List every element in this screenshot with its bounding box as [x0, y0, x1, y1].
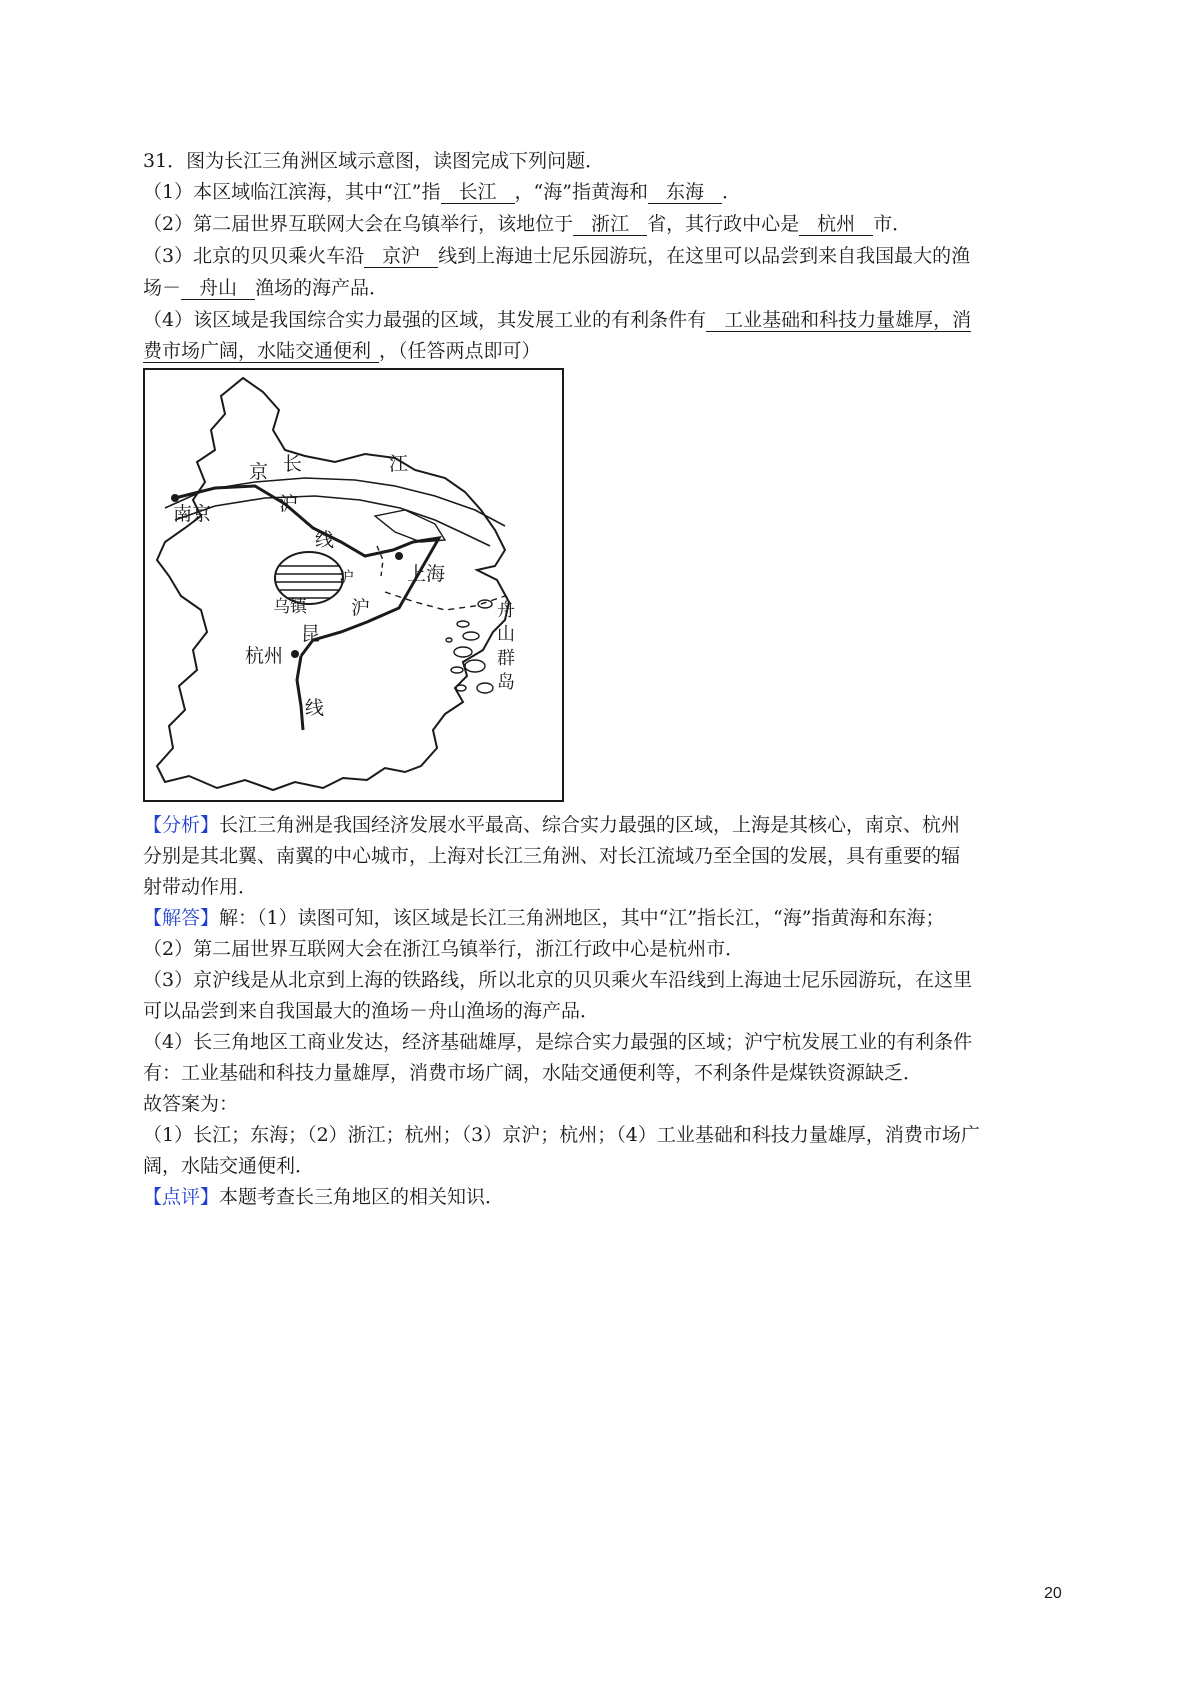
answer-blank-conditions-1: 工业基础和科技力量雄厚，消	[706, 309, 971, 332]
map-label-nanjing: 南京	[173, 503, 212, 525]
map-label-chang: 长	[283, 453, 303, 475]
dashed-branch	[377, 546, 383, 576]
map-label-jiang: 江	[389, 453, 409, 475]
comment-line: 【点评】本题考查长三角地区的相关知识．	[143, 1186, 505, 1208]
solution-line-9: 阔，水陆交通便利．	[143, 1155, 315, 1177]
question-4-line-2: 费市场广阔，水陆交通便利 ，（任答两点即可）	[143, 340, 541, 362]
map-label-hangzhou: 杭州	[245, 645, 284, 667]
map-label-dao: 岛	[497, 672, 515, 693]
solution-line-3: （3）京沪线是从北京到上海的铁路线，所以北京的贝贝乘火车沿线到上海迪士尼乐园游玩，在这里	[143, 969, 973, 991]
map-label-kun: 昆	[301, 623, 321, 645]
question-title: 31．图为长江三角洲区域示意图，读图完成下列问题．	[143, 150, 605, 172]
map-label-hu: 沪	[279, 493, 299, 515]
map-label-hu3: 沪	[351, 597, 371, 619]
analysis-line-3: 射带动作用．	[143, 876, 258, 898]
map-label-xian: 线	[315, 529, 335, 551]
map-label-wuzhen: 乌镇	[273, 597, 307, 617]
solution-line-1: 【解答】解：（1）读图可知，该区域是长江三角洲地区，其中“江”指长江，“海”指黄海和东海；	[143, 907, 945, 929]
map-label-qun: 群	[497, 648, 515, 669]
question-2: （2）第二届世界互联网大会在乌镇举行，该地位于 浙江 省，其行政中心是 杭州 市．	[143, 213, 912, 235]
answer-blank-conditions-2: 费市场广阔，水陆交通便利	[143, 340, 379, 363]
map-label-hu2: 沪	[339, 568, 355, 586]
answer-blank-east-sea: 东海	[648, 181, 722, 204]
comment-tag: 【点评】	[143, 1186, 220, 1208]
question-3-line-2: 场－ 舟山 渔场的海产品．	[143, 277, 389, 299]
analysis-line-2: 分别是其北翼、南翼的中心城市，上海对长江三角洲、对长江流域乃至全国的发展，具有重要的辐	[143, 845, 961, 867]
solution-tag: 【解答】	[143, 907, 220, 929]
city-dot-hangzhou	[291, 650, 299, 658]
analysis-line-1: 【分析】长江三角洲是我国经济发展水平最高、综合实力最强的区域，上海是其核心，南京、杭州	[143, 814, 961, 836]
page-number: 20	[1044, 1585, 1062, 1602]
city-dot-shanghai	[395, 552, 403, 560]
map-label-xian2: 线	[305, 697, 325, 719]
solution-line-5: （4）长三角地区工商业发达，经济基础雄厚，是综合实力最强的区域；沪宁杭发展工业的有利条件	[143, 1031, 973, 1053]
answer-blank-jinghu: 京沪	[364, 245, 438, 268]
answer-blank-zhejiang: 浙江	[573, 213, 647, 236]
answer-blank-yangtze: 长江	[441, 181, 515, 204]
yangtze-delta-map	[143, 368, 564, 802]
question-4-line-1: （4）该区域是我国综合实力最强的区域，其发展工业的有利条件有 工业基础和科技力量雄厚，消	[143, 309, 972, 331]
solution-line-6: 有：工业基础和科技力量雄厚，消费市场广阔，水陆交通便利等，不利条件是煤铁资源缺乏．	[143, 1062, 923, 1084]
map-label-shanghai: 上海	[407, 563, 446, 585]
analysis-tag: 【分析】	[143, 814, 220, 836]
map-label-zhou: 舟	[497, 600, 515, 621]
map-drawing	[145, 370, 562, 800]
question-1: （1）本区域临江滨海，其中“江”指 长江 ，“海”指黄海和 东海 ．	[143, 181, 742, 203]
solution-line-7: 故答案为：	[143, 1093, 239, 1115]
city-dot-nanjing	[171, 494, 179, 502]
railway-hukun	[297, 656, 303, 730]
answer-blank-hangzhou: 杭州	[799, 213, 873, 236]
question-3-line-1: （3）北京的贝贝乘火车沿 京沪 线到上海迪士尼乐园游玩，在这里可以品尝到来自我国最大的渔	[143, 245, 971, 267]
solution-line-4: 可以品尝到来自我国最大的渔场－舟山渔场的海产品．	[143, 1000, 600, 1022]
map-label-shan: 山	[497, 624, 515, 645]
solution-line-2: （2）第二届世界互联网大会在浙江乌镇举行，浙江行政中心是杭州市．	[143, 938, 745, 960]
answer-blank-zhoushan: 舟山	[181, 277, 255, 300]
solution-line-8: （1）长江；东海；（2）浙江；杭州；（3）京沪；杭州；（4）工业基础和科技力量雄厚，消费市场广	[143, 1124, 980, 1146]
map-label-jing: 京	[249, 461, 269, 483]
